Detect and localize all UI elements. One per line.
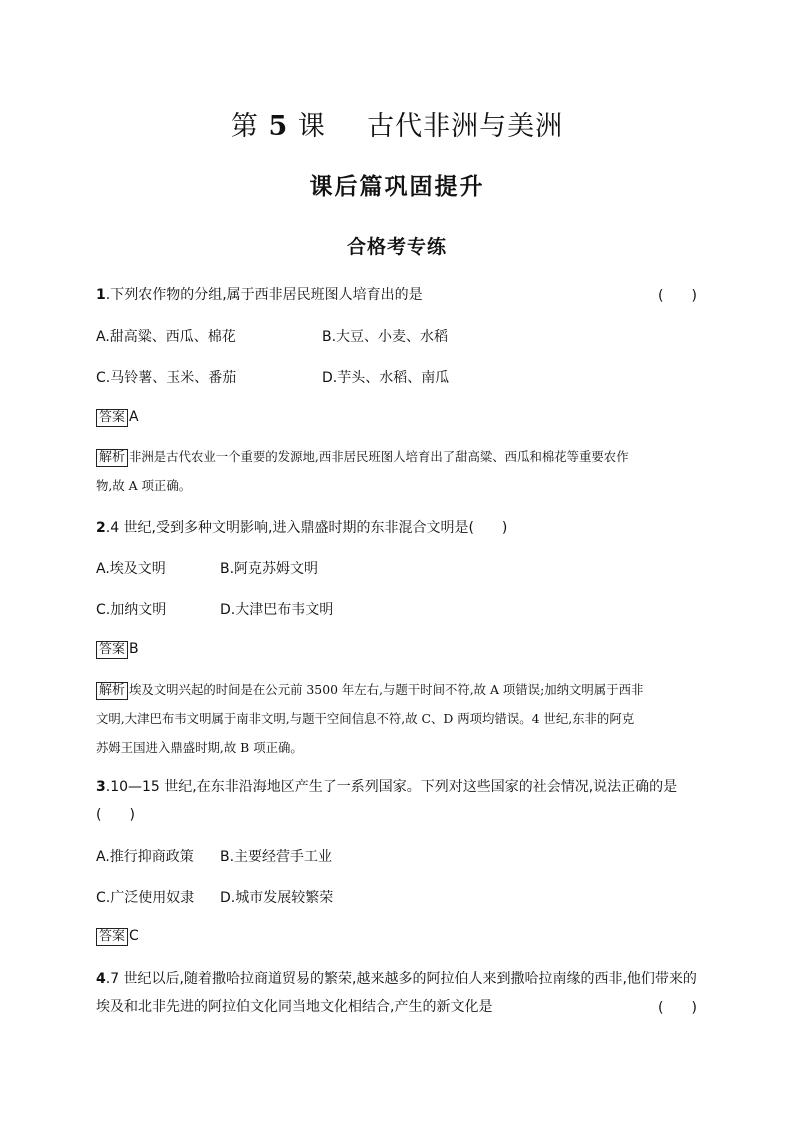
question-1 <box>96 285 423 305</box>
analysis-line: 解析 埃及文明兴起的时间是在公元前 3500 年左右,与题干时间不符,故 A 项错误;加纳文明属于西非 <box>96 675 696 704</box>
lesson-title <box>0 104 794 143</box>
answer-blank: ( ) <box>658 1000 697 1016</box>
question-4 <box>96 969 716 1017</box>
option-b: B.主要经营手工业 <box>220 849 333 865</box>
lesson-prefix: 第 <box>230 111 259 142</box>
answer-tag: 答案 <box>96 409 128 427</box>
lesson-name: 古代非洲与美洲 <box>367 111 564 142</box>
question-number: 4 <box>96 971 106 987</box>
analysis-tag: 解析 <box>96 449 128 467</box>
answer-value: C <box>129 928 139 944</box>
answer-line <box>96 640 139 659</box>
question-text: .7 世纪以后,随着撒哈拉商道贸易的繁荣,越来越多的阿拉伯人来到撒哈拉南缘的西非,他们带来的 <box>105 971 697 987</box>
analysis-line: 物,故 A 项正确。 <box>96 478 192 493</box>
option-a: A.甜高粱、西瓜、棉花 <box>96 329 236 345</box>
analysis-tag: 解析 <box>96 682 128 700</box>
analysis-line: 苏姆王国进入鼎盛时期,故 B 项正确。 <box>96 740 303 755</box>
page-subtitle: 课后篇巩固提升 <box>309 174 485 200</box>
option-b: B.大豆、小麦、水稻 <box>322 329 449 345</box>
option-c: C.加纳文明 <box>96 602 167 618</box>
question-text: .4 世纪,受到多种文明影响,进入鼎盛时期的东非混合文明是( ) <box>105 520 508 536</box>
question-number: 3 <box>96 779 106 795</box>
answer-line <box>96 408 139 427</box>
analysis-line: 解析 非洲是古代农业一个重要的发源地,西非居民班图人培育出了甜高粱、西瓜和棉花等重要农作 <box>96 442 696 471</box>
question-2 <box>96 518 507 538</box>
option-b: B.阿克苏姆文明 <box>220 561 319 577</box>
option-a: A.推行抑商政策 <box>96 849 194 865</box>
answer-blank: ( ) <box>96 807 135 823</box>
answer-tag: 答案 <box>96 928 128 946</box>
answer-value: B <box>129 641 139 657</box>
answer-blank: ( ) <box>658 288 697 304</box>
option-d: D.大津巴布韦文明 <box>220 602 334 618</box>
option-a: A.埃及文明 <box>96 561 166 577</box>
analysis-block <box>96 675 696 762</box>
answer-value: A <box>129 409 139 425</box>
question-text: .10—15 世纪,在东非沿海地区产生了一系列国家。下列对这些国家的社会情况,说法正确的是 <box>105 779 678 795</box>
question-number: 1 <box>96 287 106 303</box>
option-c: C.马铃薯、玉米、番茄 <box>96 370 237 386</box>
question-number: 2 <box>96 520 106 536</box>
lesson-suffix: 课 <box>297 111 326 142</box>
question-text-continued: 埃及和北非先进的阿拉伯文化同当地文化相结合,产生的新文化是 <box>96 999 493 1015</box>
answer-line <box>96 927 139 946</box>
answer-tag: 答案 <box>96 641 128 659</box>
section-heading: 合格考专练 <box>346 236 447 258</box>
lesson-number: 5 <box>268 111 289 142</box>
question-3 <box>96 777 706 797</box>
analysis-block <box>96 442 696 500</box>
analysis-line: 文明,大津巴布韦文明属于南非文明,与题干空间信息不符,故 C、D 两项均错误。4 世纪,东非的阿克 <box>96 711 635 726</box>
question-text: .下列农作物的分组,属于西非居民班图人培育出的是 <box>105 287 423 303</box>
option-d: D.城市发展较繁荣 <box>220 890 334 906</box>
option-d: D.芋头、水稻、南瓜 <box>322 370 450 386</box>
option-c: C.广泛使用奴隶 <box>96 890 195 906</box>
